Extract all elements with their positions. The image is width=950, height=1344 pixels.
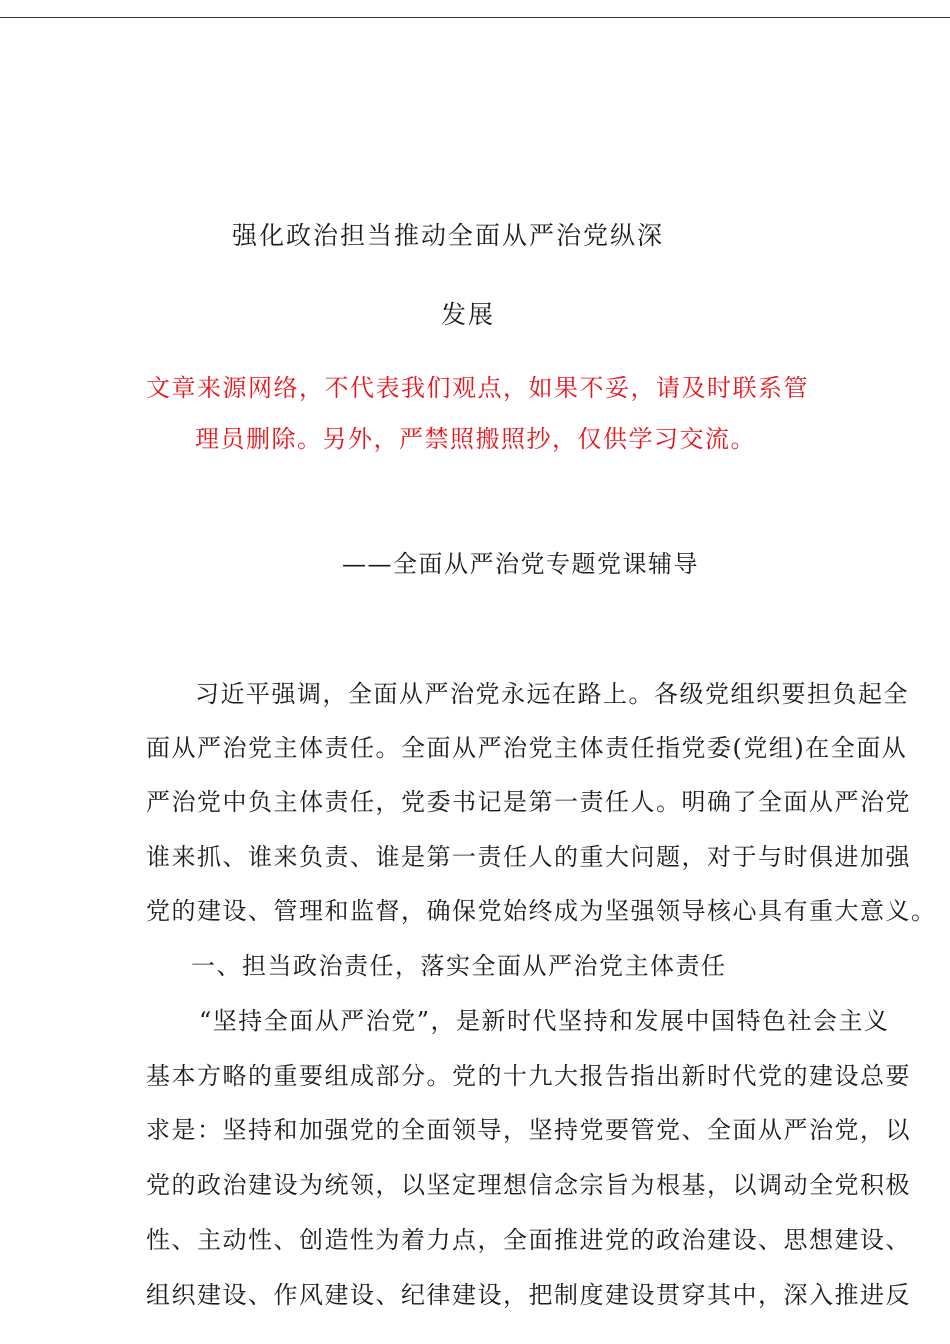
disclaimer-notice-line-1: 文章来源网络，不代表我们观点，如果不妥，请及时联系管 [146,374,809,402]
document-subtitle: ——全面从严治党专题党课辅导 [342,550,699,578]
body-paragraph-line: 组织建设、作风建设、纪律建设，把制度建设贯穿其中，深入推进反 [146,1281,911,1309]
body-paragraph-line: 求是：坚持和加强党的全面领导，坚持党要管党、全面从严治党，以 [146,1116,911,1144]
body-paragraph-line: 面从严治党主体责任。全面从严治党主体责任指党委(党组)在全面从 [146,734,908,762]
body-paragraph-line: 严治党中负主体责任，党委书记是第一责任人。明确了全面从严治党 [146,788,911,816]
disclaimer-notice-line-2: 理员删除。另外，严禁照搬照抄，仅供学习交流。 [195,425,756,453]
document-title-line-2: 发展 [441,300,496,329]
body-paragraph-line: 党的政治建设为统领，以坚定理想信念宗旨为根基，以调动全党积极 [146,1171,911,1199]
body-paragraph-line: 基本方略的重要组成部分。党的十九大报告指出新时代党的建设总要 [146,1062,911,1090]
body-paragraph-line: 谁来抓、谁来负责、谁是第一责任人的重大问题，对于与时俱进加强 [146,843,911,871]
header-rule [0,17,950,18]
document-title-line-1: 强化政治担当推动全面从严治党纵深 [232,221,665,250]
body-paragraph-line: 习近平强调，全面从严治党永远在路上。各级党组织要担负起全 [195,680,909,708]
body-paragraph-line: 性、主动性、创造性为着力点，全面推进党的政治建设、思想建设、 [146,1226,911,1254]
section-heading: 一、担当政治责任，落实全面从严治党主体责任 [191,952,727,980]
body-paragraph-line: “坚持全面从严治党”，是新时代坚持和发展中国特色社会主义 [199,1007,890,1035]
body-paragraph-line: 党的建设、管理和监督，确保党始终成为坚强领导核心具有重大意义。 [146,897,937,925]
